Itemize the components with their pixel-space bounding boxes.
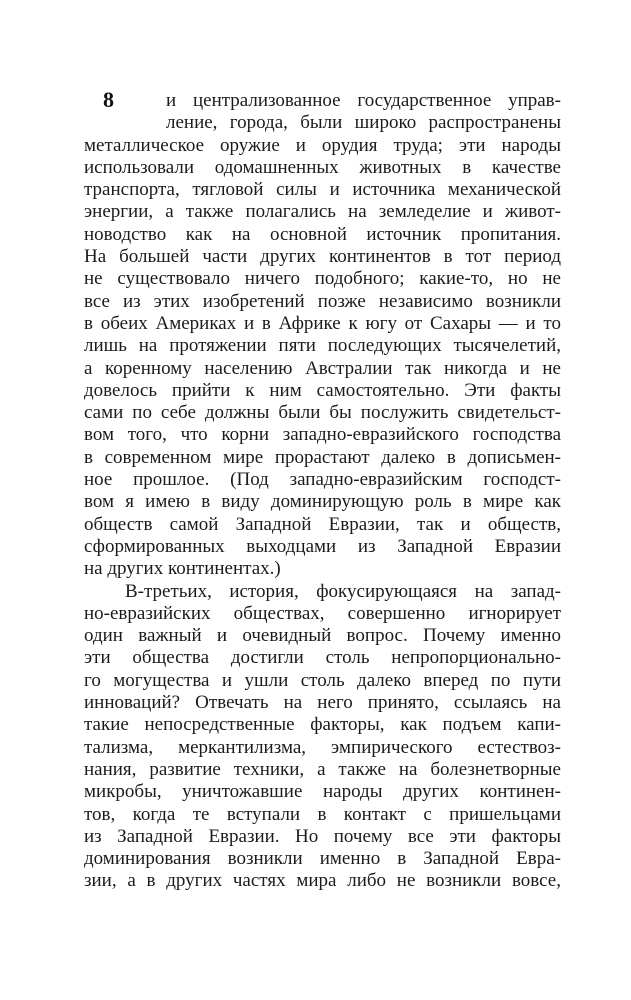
text-line: использовали одомашненных животных в качестве xyxy=(84,156,561,178)
text-line: инноваций? Отвечать на него принято, ссылаясь на xyxy=(84,692,561,714)
text-line: обществ самой Западной Евразии, так и обществ, xyxy=(84,513,561,535)
text-line: нания, развитие техники, а также на болезнетворные xyxy=(84,758,561,780)
text-line: доминирования возникли именно в Западной Евра- xyxy=(84,848,561,870)
text-line: микробы, уничтожавшие народы других континен- xyxy=(84,781,561,803)
text-line: лишь на протяжении пяти последующих тысячелетий, xyxy=(84,335,561,357)
text-line: все из этих изобретений позже независимо возникли xyxy=(84,290,561,312)
text-line: сформированных выходцами из Западной Евразии xyxy=(84,535,561,557)
text-line: зии, а в других частях мира либо не возникли вовсе, xyxy=(84,870,561,892)
page-number: 8 xyxy=(103,87,114,112)
text-line: а коренному населению Австралии так никогда и не xyxy=(84,357,561,379)
text-line: тов, когда те вступали в контакт с пришельцами xyxy=(84,803,561,825)
text-line: не существовало ничего подобного; какие-то, но не xyxy=(84,268,561,290)
text-line: в обеих Америках и в Африке к югу от Сахары — и то xyxy=(84,312,561,334)
text-line: го могущества и ушли столь далеко вперед по пути xyxy=(84,669,561,691)
text-line: один важный и очевидный вопрос. Почему именно xyxy=(84,625,561,647)
text-line: вом того, что корни западно-евразийского господства xyxy=(84,424,561,446)
text-line: на других континентах.) xyxy=(84,558,281,580)
text-line: новодство как на основной источник пропитания. xyxy=(84,223,561,245)
text-line: эти общества достигли столь непропорционально- xyxy=(84,647,561,669)
paragraph xyxy=(84,581,561,893)
text-line: довелось прийти к ним самостоятельно. Эти факты xyxy=(84,379,561,401)
text-line: и централизованное государственное управ- xyxy=(166,90,561,111)
text-line: в современном мире прорастают далеко в дописьмен- xyxy=(84,446,561,468)
text-line: сами по себе должны были бы послужить свидетельст- xyxy=(84,402,561,424)
text-line: металлическое оружие и орудия труда; эти народы xyxy=(84,134,561,156)
paragraph xyxy=(84,87,561,581)
text-line: энергии, а также полагались на земледелие и живот- xyxy=(84,201,561,223)
body-text xyxy=(84,87,561,893)
text-line: В-третьих, история, фокусирующаяся на запад- xyxy=(125,580,561,602)
text-line: ление, города, были широко распространены xyxy=(166,112,561,134)
text-line: из Западной Евразии. Но почему все эти факторы xyxy=(84,825,561,847)
text-line: транспорта, тягловой силы и источника механической xyxy=(84,179,561,201)
text-line: тализма, меркантилизма, эмпирического естествоз- xyxy=(84,736,561,758)
text-line: но-евразийских обществах, совершенно игнорирует xyxy=(84,602,561,624)
text-line: На большей части других континентов в тот период xyxy=(84,246,561,268)
text-line: ное прошлое. (Под западно-евразийским господст- xyxy=(84,469,561,491)
text-line: вом я имею в виду доминирующую роль в мире как xyxy=(84,491,561,513)
text-line: такие непосредственные факторы, как подъем капи- xyxy=(84,714,561,736)
